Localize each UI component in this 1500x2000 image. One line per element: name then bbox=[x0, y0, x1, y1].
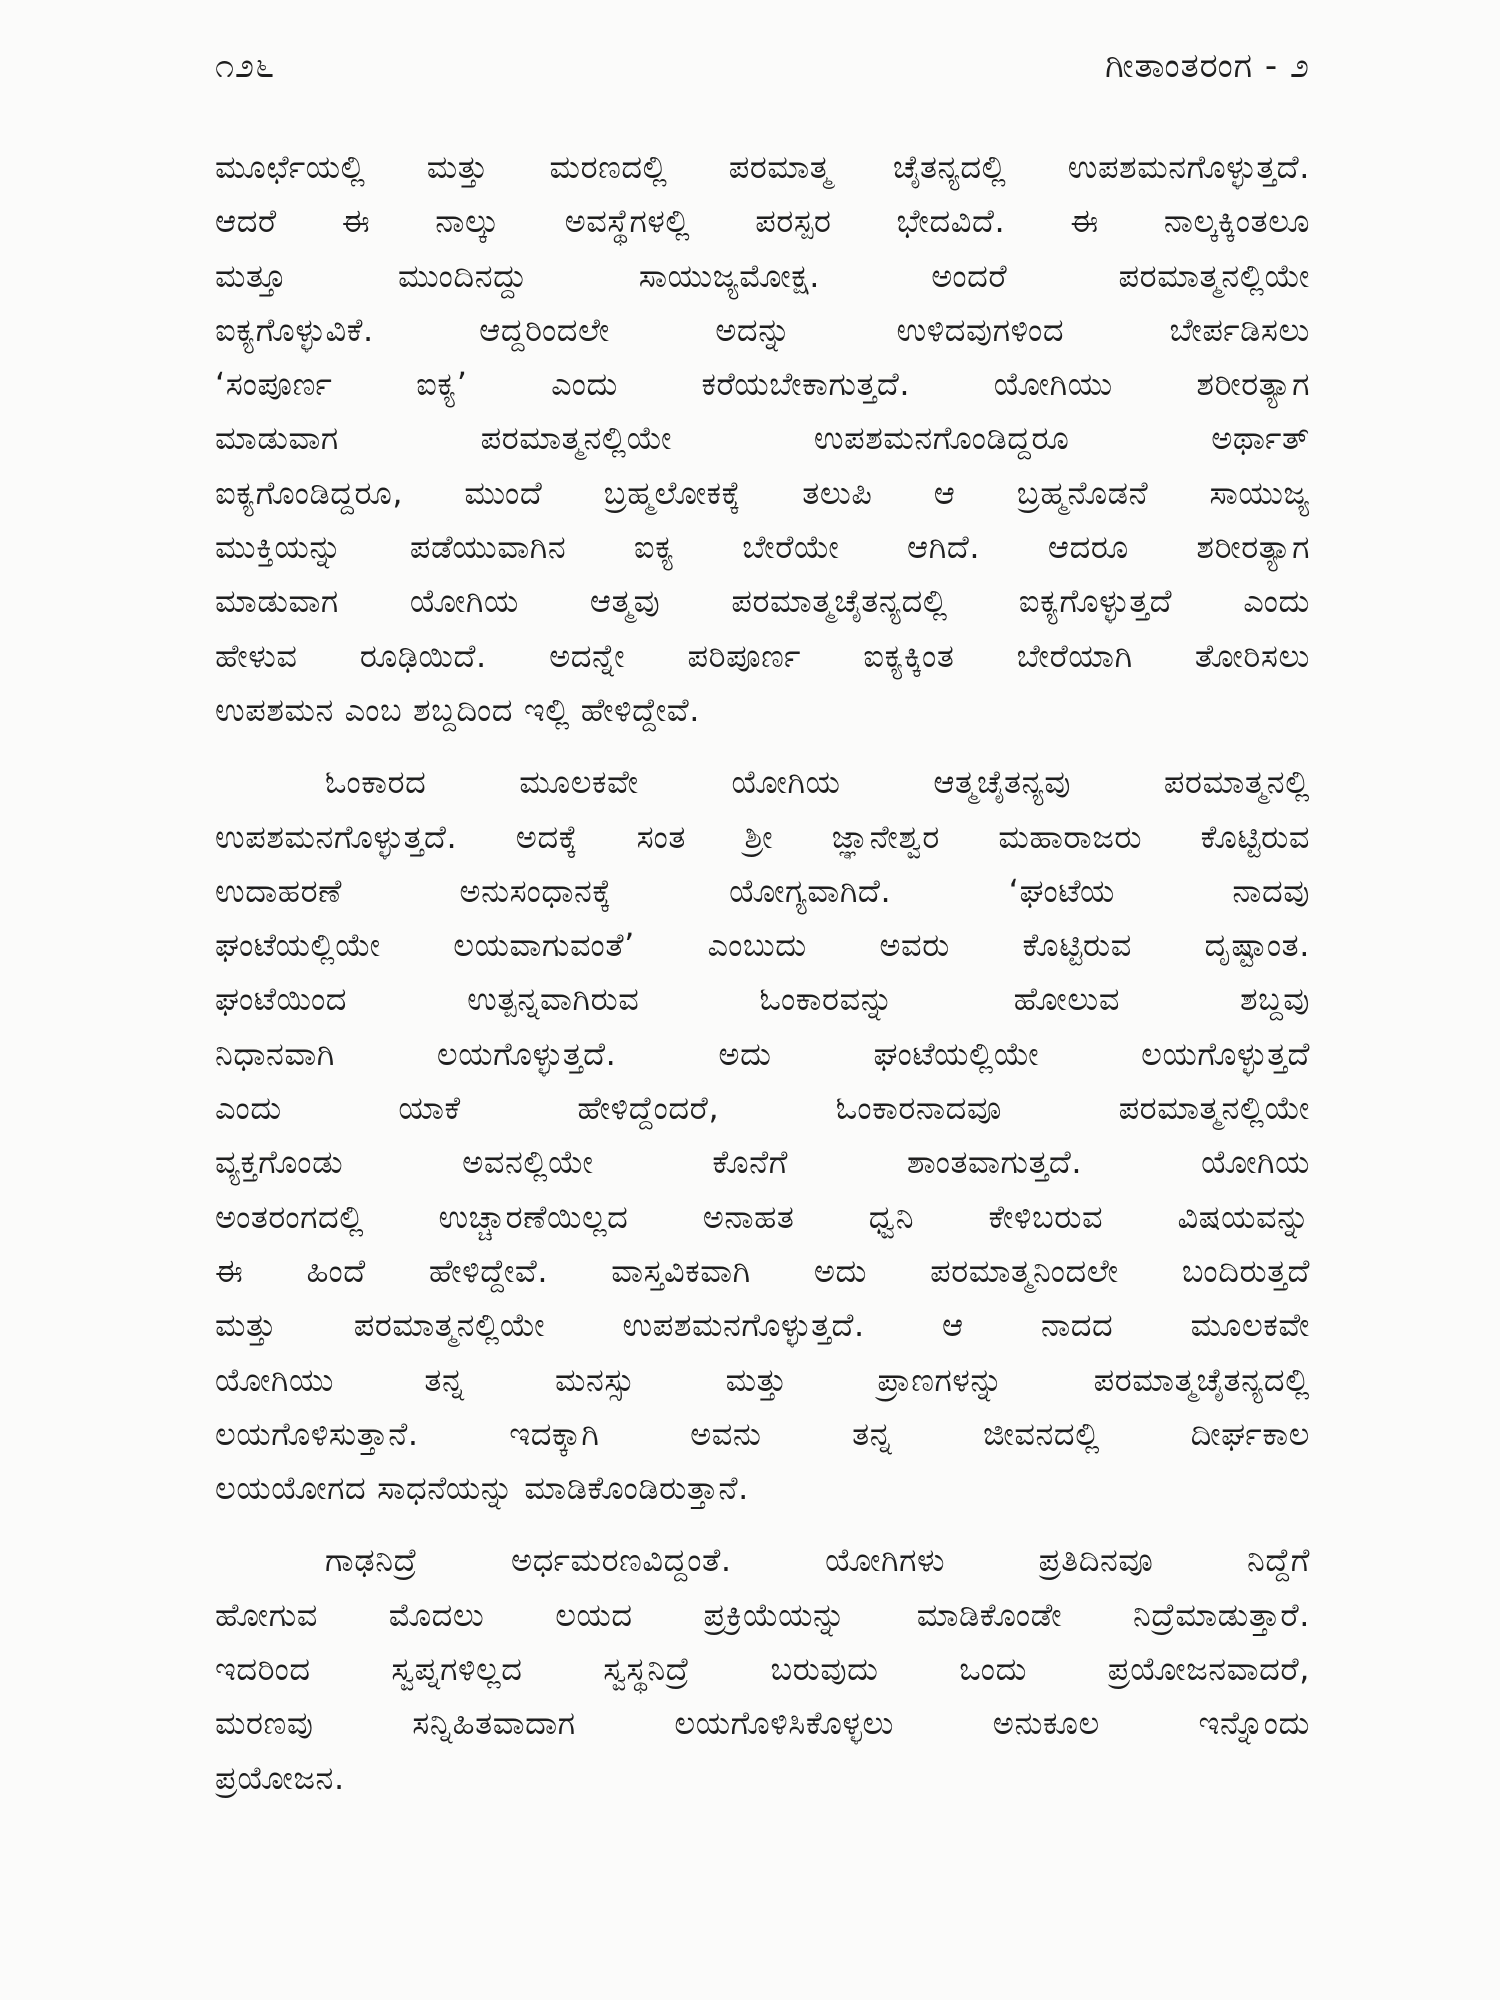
paragraph-1 bbox=[215, 140, 1310, 737]
text-line: ಓಂಕಾರದ ಮೂಲಕವೇ ಯೋಗಿಯ ಆತ್ಮಚೈತನ್ಯವು ಪರಮಾತ್ಮನಲ್ಲಿ bbox=[325, 763, 1310, 802]
body-text bbox=[215, 140, 1310, 1823]
text-line: ಐಕ್ಯಗೊಂಡಿದ್ದರೂ, ಮುಂದೆ ಬ್ರಹ್ಮಲೋಕಕ್ಕೆ ತಲುಪಿ ಆ ಬ್ರಹ್ಮನೊಡನೆ ಸಾಯುಜ್ಯ bbox=[215, 473, 1310, 512]
text-line: ಲಯಗೊಳಿಸುತ್ತಾನೆ. ಇದಕ್ಕಾಗಿ ಅವನು ತನ್ನ ಜೀವನದಲ್ಲಿ ದೀರ್ಘಕಾಲ bbox=[215, 1414, 1310, 1453]
paragraph-3 bbox=[215, 1533, 1310, 1804]
text-line: ಎಂದು ಯಾಕೆ ಹೇಳಿದ್ದೆಂದರೆ, ಓಂಕಾರನಾದವೂ ಪರಮಾತ್ಮನಲ್ಲಿಯೇ bbox=[215, 1089, 1310, 1128]
text-line: ಐಕ್ಯಗೊಳ್ಳುವಿಕೆ. ಆದ್ದರಿಂದಲೇ ಅದನ್ನು ಉಳಿದವುಗಳಿಂದ ಬೇರ್ಪಡಿಸಲು bbox=[215, 310, 1310, 349]
text-line: ಮರಣವು ಸನ್ನಿಹಿತವಾದಾಗ ಲಯಗೊಳಿಸಿಕೊಳ್ಳಲು ಅನುಕೂಲ ಇನ್ನೊಂದು bbox=[215, 1704, 1310, 1743]
text-line: ಘಂಟೆಯಲ್ಲಿಯೇ ಲಯವಾಗುವಂತೆ’ ಎಂಬುದು ಅವರು ಕೊಟ್ಟಿರುವ ದೃಷ್ಟಾಂತ. bbox=[215, 926, 1310, 965]
text-line: ಈ ಹಿಂದೆ ಹೇಳಿದ್ದೇವೆ. ವಾಸ್ತವಿಕವಾಗಿ ಅದು ಪರಮಾತ್ಮನಿಂದಲೇ ಬಂದಿರುತ್ತದೆ bbox=[215, 1251, 1310, 1290]
text-line: ಮೂರ್ಛೆಯಲ್ಲಿ ಮತ್ತು ಮರಣದಲ್ಲಿ ಪರಮಾತ್ಮ ಚೈತನ್ಯದಲ್ಲಿ ಉಪಶಮನಗೊಳ್ಳುತ್ತದೆ. bbox=[215, 148, 1310, 186]
text-line: ಮಾಡುವಾಗ ಯೋಗಿಯ ಆತ್ಮವು ಪರಮಾತ್ಮಚೈತನ್ಯದಲ್ಲಿ ಐಕ್ಯಗೊಳ್ಳುತ್ತದೆ ಎಂದು bbox=[215, 582, 1310, 621]
text-line: ನಿಧಾನವಾಗಿ ಲಯಗೊಳ್ಳುತ್ತದೆ. ಅದು ಘಂಟೆಯಲ್ಲಿಯೇ ಲಯಗೊಳ್ಳುತ್ತದೆ bbox=[215, 1034, 1310, 1073]
paragraph-2 bbox=[215, 755, 1310, 1515]
text-line: ಘಂಟೆಯಿಂದ ಉತ್ಪನ್ನವಾಗಿರುವ ಓಂಕಾರವನ್ನು ಹೋಲುವ ಶಬ್ದವು bbox=[215, 980, 1310, 1019]
text-line: ‘ಸಂಪೂರ್ಣ ಐಕ್ಯ’ ಎಂದು ಕರೆಯಬೇಕಾಗುತ್ತದೆ. ಯೋಗಿಯು ಶರೀರತ್ಯಾಗ bbox=[215, 365, 1310, 404]
text-line: ಲಯಯೋಗದ ಸಾಧನೆಯನ್ನು ಮಾಡಿಕೊಂಡಿರುತ್ತಾನೆ. bbox=[215, 1469, 749, 1508]
text-line: ಮುಕ್ತಿಯನ್ನು ಪಡೆಯುವಾಗಿನ ಐಕ್ಯ ಬೇರೆಯೇ ಆಗಿದೆ. ಆದರೂ ಶರೀರತ್ಯಾಗ bbox=[215, 528, 1310, 567]
text-line: ಇದರಿಂದ ಸ್ವಪ್ನಗಳಿಲ್ಲದ ಸ್ವಸ್ಥನಿದ್ರೆ ಬರುವುದು ಒಂದು ಪ್ರಯೋಜನವಾದರೆ, bbox=[215, 1650, 1310, 1689]
text-line: ಹೋಗುವ ಮೊದಲು ಲಯದ ಪ್ರಕ್ರಿಯೆಯನ್ನು ಮಾಡಿಕೊಂಡೇ ನಿದ್ರೆಮಾಡುತ್ತಾರೆ. bbox=[215, 1595, 1310, 1634]
text-line: ಮತ್ತೂ ಮುಂದಿನದ್ದು ಸಾಯುಜ್ಯಮೋಕ್ಷ. ಅಂದರೆ ಪರಮಾತ್ಮನಲ್ಲಿಯೇ bbox=[215, 256, 1310, 295]
running-header bbox=[215, 36, 1310, 96]
text-line: ಉಪಶಮನ ಎಂಬ ಶಬ್ದದಿಂದ ಇಲ್ಲಿ ಹೇಳಿದ್ದೇವೆ. bbox=[215, 690, 700, 729]
text-line: ಉಪಶಮನಗೊಳ್ಳುತ್ತದೆ. ಅದಕ್ಕೆ ಸಂತ ಶ್ರೀ ಜ್ಞಾನೇಶ್ವರ ಮಹಾರಾಜರು ಕೊಟ್ಟಿರುವ bbox=[215, 817, 1310, 856]
book-title: ಗೀತಾಂತರಂಗ - ೨ bbox=[1105, 46, 1310, 86]
text-line: ಹೇಳುವ ರೂಢಿಯಿದೆ. ಅದನ್ನೇ ಪರಿಪೂರ್ಣ ಐಕ್ಯಕ್ಕಿಂತ ಬೇರೆಯಾಗಿ ತೋರಿಸಲು bbox=[215, 636, 1310, 675]
text-line: ಮಾಡುವಾಗ ಪರಮಾತ್ಮನಲ್ಲಿಯೇ ಉಪಶಮನಗೊಂಡಿದ್ದರೂ ಅರ್ಥಾತ್ bbox=[215, 419, 1310, 458]
text-line: ವ್ಯಕ್ತಗೊಂಡು ಅವನಲ್ಲಿಯೇ ಕೊನೆಗೆ ಶಾಂತವಾಗುತ್ತದೆ. ಯೋಗಿಯ bbox=[215, 1143, 1310, 1182]
text-line: ಅಂತರಂಗದಲ್ಲಿ ಉಚ್ಚಾರಣೆಯಿಲ್ಲದ ಅನಾಹತ ಧ್ವನಿ ಕೇಳಿಬರುವ ವಿಷಯವನ್ನು bbox=[215, 1197, 1310, 1236]
text-line: ಯೋಗಿಯು ತನ್ನ ಮನಸ್ಸು ಮತ್ತು ಪ್ರಾಣಗಳನ್ನು ಪರಮಾತ್ಮಚೈತನ್ಯದಲ್ಲಿ bbox=[215, 1360, 1310, 1399]
page-number: ೧೨೬ bbox=[215, 46, 276, 86]
text-line: ಮತ್ತು ಪರಮಾತ್ಮನಲ್ಲಿಯೇ ಉಪಶಮನಗೊಳ್ಳುತ್ತದೆ. ಆ ನಾದದ ಮೂಲಕವೇ bbox=[215, 1306, 1310, 1345]
text-line: ಉದಾಹರಣೆ ಅನುಸಂಧಾನಕ್ಕೆ ಯೋಗ್ಯವಾಗಿದೆ. ‘ಘಂಟೆಯ ನಾದವು bbox=[215, 871, 1310, 910]
text-line: ಪ್ರಯೋಜನ. bbox=[215, 1758, 345, 1797]
text-line: ಆದರೆ ಈ ನಾಲ್ಕು ಅವಸ್ಥೆಗಳಲ್ಲಿ ಪರಸ್ಪರ ಭೇದವಿದೆ. ಈ ನಾಲ್ಕಕ್ಕಿಂತಲೂ bbox=[215, 202, 1310, 241]
text-line: ಗಾಢನಿದ್ರೆ ಅರ್ಧಮರಣವಿದ್ದಂತೆ. ಯೋಗಿಗಳು ಪ್ರತಿದಿನವೂ ನಿದ್ದೆಗೆ bbox=[325, 1541, 1310, 1580]
